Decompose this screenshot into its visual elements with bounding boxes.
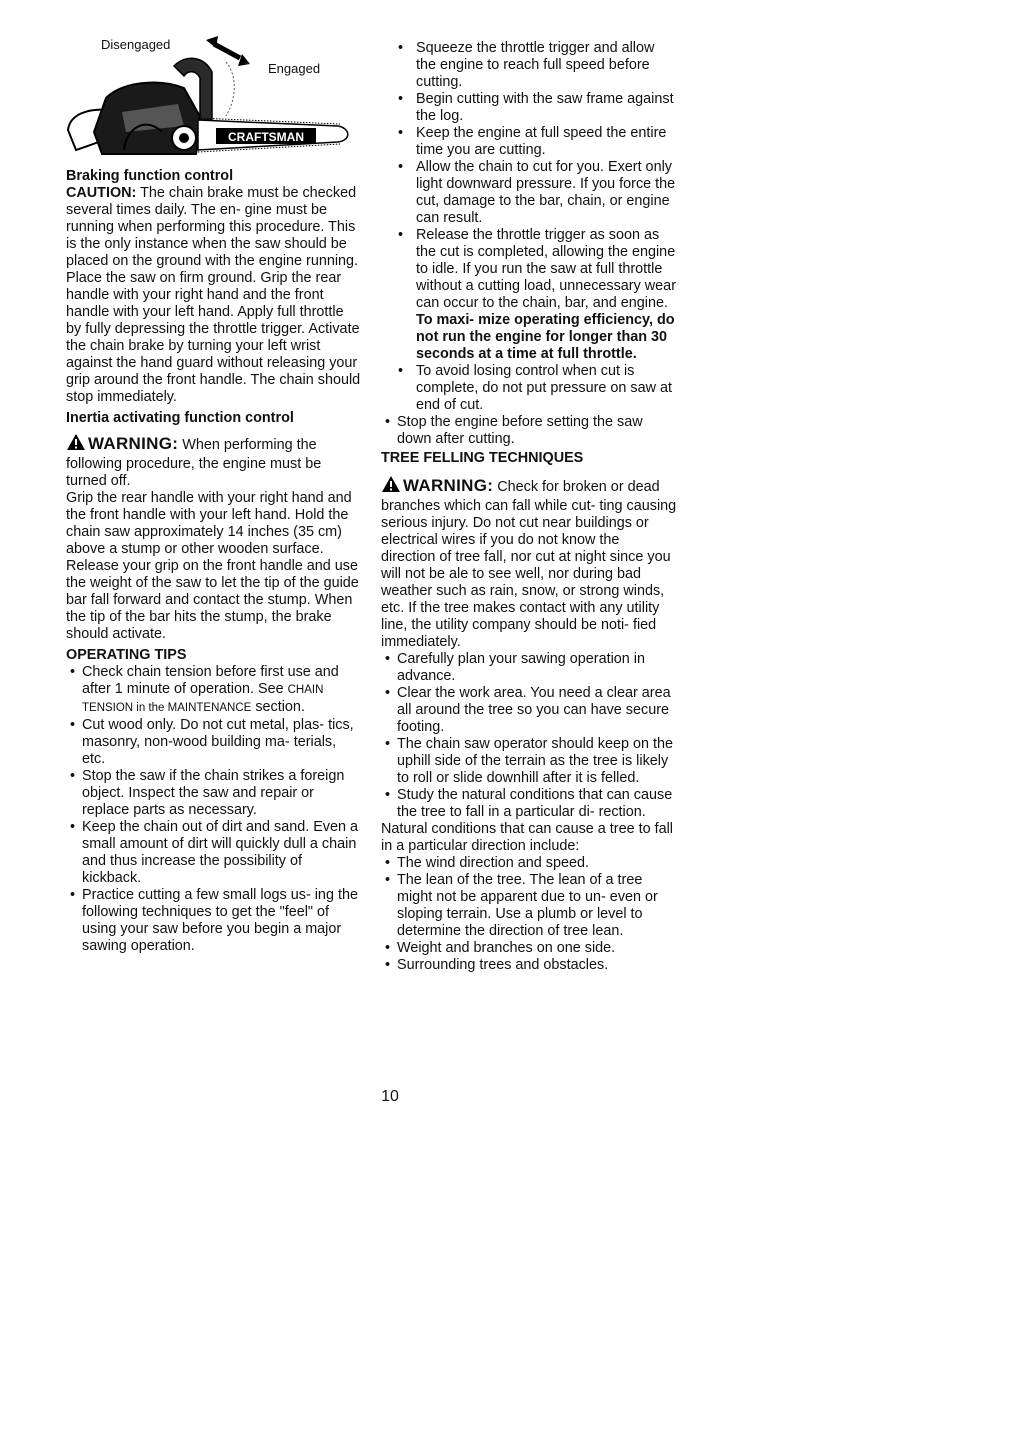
cutting-techniques-list — [381, 40, 677, 414]
operating-tips-heading: OPERATING TIPS — [66, 647, 187, 663]
list-item: • The wind direction and speed. — [381, 855, 677, 872]
inertia-warning — [66, 433, 362, 490]
tree-felling-heading: TREE FELLING TECHNIQUES — [381, 450, 584, 466]
chainsaw-illustration — [66, 0, 362, 168]
caution-label: CAUTION: — [66, 185, 137, 201]
label-disengaged: Disengaged — [101, 37, 171, 52]
list-item: • Squeeze the throttle trigger and allow the engine to reach full speed before cutting. — [381, 40, 677, 91]
list-item: • Cut wood only. Do not cut metal, plas- tics, masonry, non-wood building ma- terials, etc. — [66, 717, 362, 768]
chain-brake-figure — [66, 0, 362, 168]
list-item: • The lean of the tree. The lean of a tree might not be apparent due to un- even or sloping terrain. Use a plumb or level to determine the direction of tree lean. — [381, 872, 677, 940]
brand-logo-text: CRAFTSMAN — [228, 130, 304, 144]
list-item: • Keep the chain out of dirt and sand. Even a small amount of dirt will quickly dull a chain and thus increase the possibility of kickback. — [66, 819, 362, 887]
list-item: • Study the natural conditions that can cause the tree to fall in a particular di- rection. — [381, 787, 677, 821]
warning-text: Check for broken or dead branches which can fall while cut- ting causing serious injury. Do not cut near buildings or electrical wires if you do not know the direction of tree fall, nor cut at night since you will not be ale to see well, nor during bad weather such as rain, snow, or strong winds, etc. If the tree makes contact with any utility line, the utility company should be noti- fied immediately. — [381, 479, 677, 650]
warning-triangle-icon — [381, 475, 401, 498]
page-number: 10 — [381, 1088, 399, 1105]
left-column — [66, 0, 362, 955]
list-item: • Check chain tension before first use and after 1 minute of operation. See CHAIN TENSION in the MAINTENANCE section. — [66, 664, 362, 717]
warning-triangle-icon — [66, 433, 86, 456]
warning-text: When performing the following procedure, the engine must be turned off. — [66, 437, 322, 489]
list-item: • Clear the work area. You need a clear area all around the tree so you can have secure footing. — [381, 685, 677, 736]
felling-steps-list — [381, 651, 677, 821]
efficiency-note: To maxi- mize operating efficiency, do not run the engine for longer than 30 seconds at a time at full throttle. — [416, 312, 675, 362]
list-item: • Weight and branches on one side. — [381, 940, 677, 957]
list-item: • Keep the engine at full speed the entire time you are cutting. — [381, 125, 677, 159]
list-item: • Allow the chain to cut for you. Exert only light downward pressure. If you force the cut, damage to the bar, chain, or engine can result. — [381, 159, 677, 227]
list-item: • The chain saw operator should keep on the uphill side of the terrain as the tree is likely to roll or slide downhill after it is felled. — [381, 736, 677, 787]
caution-paragraph — [66, 185, 362, 270]
warning-label: WARNING: — [88, 434, 179, 453]
label-engaged: Engaged — [268, 61, 321, 76]
operating-tips-list — [66, 664, 362, 955]
natural-conditions-list — [381, 855, 677, 974]
list-item: • Stop the engine before setting the saw down after cutting. — [381, 414, 677, 448]
warning-label: WARNING: — [403, 476, 494, 495]
brake-arrow-icon — [206, 36, 250, 66]
inertia-procedure: Grip the rear handle with your right hand and the front handle with your left hand. Hold the chain saw approximately 14 inches (35 cm) above a stump or other wooden surface. Release your grip on the front handle and use the weight of the saw to let the tip of the guide bar fall forward and contact the stump. When the tip of the bar hits the stump, the brake should activate. — [66, 490, 359, 642]
list-item: • Release the throttle trigger as soon as the cut is completed, allowing the engine to idle. If you run the saw at full throttle without a cutting load, unnecessary wear can occur to the chain, bar, and engine. To maxi- mize operating efficiency, do not run the engine for longer than 30 seconds at a time at full throttle. — [381, 227, 677, 363]
stop-engine-list — [381, 414, 677, 448]
braking-procedure: Place the saw on firm ground. Grip the rear handle with your right hand and the front handle with your left hand. Apply full throttle by fully depressing the throttle trigger. Activate the chain brake by turning your left wrist against the hand guard without releasing your grip around the front handle. The chain should stop immediately. — [66, 270, 361, 405]
caution-text: The chain brake must be checked several times daily. The en- gine must be running when performing this procedure. This is the only instance when the saw should be placed on the ground with the engine running. — [66, 185, 359, 269]
cross-reference: CHAIN TENSION in the MAINTENANCE — [82, 684, 324, 714]
right-column — [381, 40, 677, 974]
list-item: • Stop the saw if the chain strikes a foreign object. Inspect the saw and repair or replace parts as necessary. — [66, 768, 362, 819]
inertia-heading: Inertia activating function control — [66, 410, 294, 426]
felling-warning — [381, 475, 677, 651]
list-item: • To avoid losing control when cut is complete, do not put pressure on saw at end of cut. — [381, 363, 677, 414]
natural-conditions-intro: Natural conditions that can cause a tree to fall in a particular direction include: — [381, 821, 673, 854]
list-item: • Surrounding trees and obstacles. — [381, 957, 677, 974]
list-item: • Carefully plan your sawing operation in advance. — [381, 651, 677, 685]
list-item: • Practice cutting a few small logs us- ing the following techniques to get the "feel" of using your saw before you begin a major sawing operation. — [66, 887, 362, 955]
braking-heading: Braking function control — [66, 168, 234, 184]
list-item: • Begin cutting with the saw frame against the log. — [381, 91, 677, 125]
